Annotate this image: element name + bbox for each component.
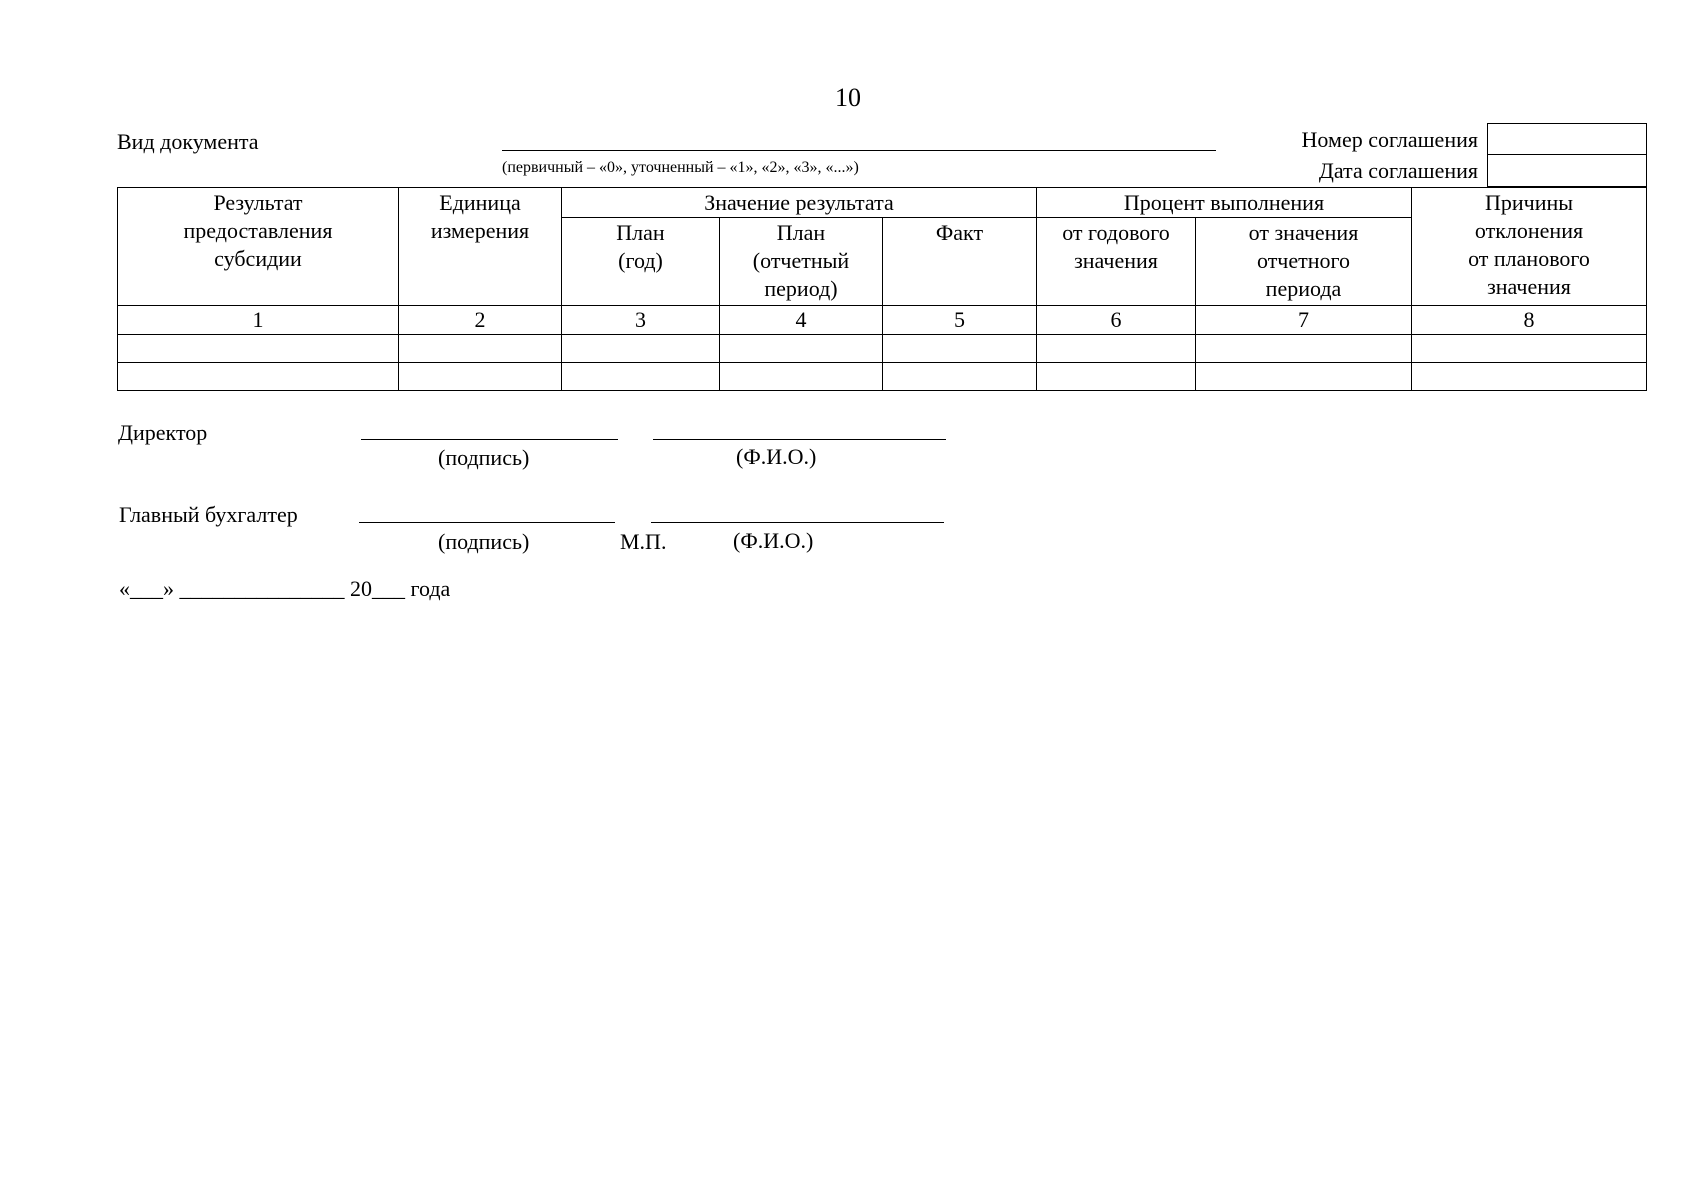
director-name-hint: (Ф.И.О.)	[736, 444, 817, 469]
results-table	[117, 187, 1647, 391]
accountant-name-line[interactable]	[651, 522, 944, 523]
table-cell[interactable]	[562, 363, 720, 391]
header-percent-group: Процент выполнения	[1037, 188, 1412, 218]
column-number: 8	[1412, 306, 1647, 335]
table-cell[interactable]	[1196, 335, 1412, 363]
director-signature-line[interactable]	[361, 439, 618, 440]
accountant-signature-hint: (подпись)	[438, 529, 530, 554]
table-cell[interactable]	[883, 335, 1037, 363]
accountant-signature-line[interactable]	[359, 522, 615, 523]
header-fact: Факт	[883, 218, 1037, 306]
director-label: Директор	[118, 420, 208, 445]
date-line[interactable]: «___» _______________ 20___ года	[119, 576, 451, 601]
table-cell[interactable]	[562, 335, 720, 363]
table-cell[interactable]	[399, 363, 562, 391]
column-number: 6	[1037, 306, 1196, 335]
table-cell[interactable]	[1412, 335, 1647, 363]
table-cell[interactable]	[720, 335, 883, 363]
table-row	[118, 363, 1647, 391]
header-percent-annual: от годового значения	[1037, 218, 1196, 306]
table-cell[interactable]	[399, 335, 562, 363]
header-unit: Единица измерения	[399, 188, 562, 306]
header-plan-period: План (отчетный период)	[720, 218, 883, 306]
column-number: 3	[562, 306, 720, 335]
agreement-number-label: Номер соглашения	[1301, 127, 1478, 152]
column-number: 7	[1196, 306, 1412, 335]
header-result: Результат предоставления субсидии	[118, 188, 399, 306]
table-cell[interactable]	[118, 335, 399, 363]
column-number: 2	[399, 306, 562, 335]
column-number: 1	[118, 306, 399, 335]
document-type-hint: (первичный – «0», уточненный – «1», «2», «3», «...»)	[502, 159, 859, 176]
agreement-date-field[interactable]	[1487, 154, 1647, 187]
agreement-date-label: Дата соглашения	[1318, 158, 1478, 183]
document-type-label: Вид документа	[117, 129, 259, 154]
table-cell[interactable]	[118, 363, 399, 391]
chief-accountant-label: Главный бухгалтер	[119, 502, 298, 527]
page-number: 10	[835, 83, 861, 112]
table-cell[interactable]	[720, 363, 883, 391]
table-cell[interactable]	[1037, 335, 1196, 363]
table-row	[118, 335, 1647, 363]
column-numbers-row	[118, 306, 1647, 335]
director-name-line[interactable]	[653, 439, 946, 440]
accountant-name-hint: (Ф.И.О.)	[733, 528, 814, 553]
table-cell[interactable]	[1196, 363, 1412, 391]
table-cell[interactable]	[1412, 363, 1647, 391]
table-cell[interactable]	[1037, 363, 1196, 391]
column-number: 4	[720, 306, 883, 335]
table-cell[interactable]	[883, 363, 1037, 391]
header-percent-period: от значения отчетного периода	[1196, 218, 1412, 306]
agreement-number-field[interactable]	[1487, 123, 1647, 155]
header-result-value-group: Значение результата	[562, 188, 1037, 218]
header-plan-year: План (год)	[562, 218, 720, 306]
header-deviation-reasons: Причины отклонения от планового значения	[1412, 188, 1647, 306]
column-number: 5	[883, 306, 1037, 335]
director-signature-hint: (подпись)	[438, 445, 530, 470]
document-type-field[interactable]	[502, 150, 1216, 151]
stamp-hint: М.П.	[620, 529, 667, 554]
